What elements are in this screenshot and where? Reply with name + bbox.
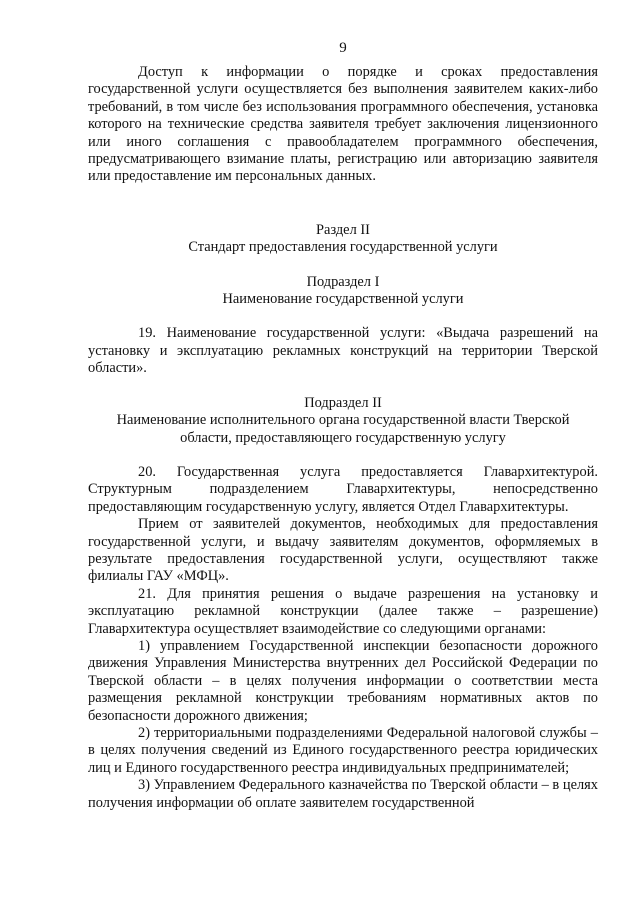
section-label: Раздел II	[316, 221, 370, 238]
spacer	[88, 308, 598, 325]
page-content	[88, 40, 598, 812]
list-item-1: 1) управлением Государственной инспекции безопасности дорожного движения Управления Министерства внутренних дел Российской Федерации по Тверской области – в целях получения информации о соответствии места размещения рекламной конструкции требованиям нормативных актов по безопасности дорожного движения;	[88, 637, 598, 724]
spacer	[88, 186, 598, 222]
paragraph-21: 21. Для принятия решения о выдаче разрешения на установку и эксплуатацию рекламной конструкции (далее также – разрешение) Главархитектура осуществляет взаимодействие со следующими органами:	[88, 585, 598, 637]
spacer	[88, 447, 598, 464]
subsection-2-title-line-1: Наименование исполнительного органа государственной власти Тверской	[116, 412, 570, 429]
paragraph-reception: Прием от заявителей документов, необходимых для предоставления государственной услуги, и выдачу заявителям документов, оформляемых в результате предоставления государственной услуги, осуществляют также филиалы ГАУ «МФЦ».	[88, 516, 598, 585]
section-title: Стандарт предоставления государственной услуги	[188, 239, 498, 256]
subsection-2-title-line-2: области, предоставляющего государственную услугу	[180, 429, 506, 446]
subsection-2-label: Подраздел II	[304, 394, 382, 411]
spacer	[88, 378, 598, 395]
list-item-3: 3) Управлением Федерального казначейства по Тверской области – в целях получения информации об оплате заявителем государственной	[88, 777, 598, 811]
paragraph-20: 20. Государственная услуга предоставляется Главархитектурой. Структурным подразделением Главархитектуры, непосредственно предоставляющим государственную услугу, является Отдел Главархитектуры.	[88, 463, 598, 515]
page-number: 9	[339, 40, 347, 56]
subsection-1-title: Наименование государственной услуги	[222, 291, 464, 308]
paragraph-access-info: Доступ к информации о порядке и сроках предоставления государственной услуги осуществляется без выполнения заявителем каких-либо требований, в том числе без использования программного обеспечения, установка которого на технические средства заявителя требует заключения лицензионного или иного соглашения с правообладателем программного обеспечения, предусматривающего взимание платы, регистрацию или авторизацию заявителя или предоставление им персональных данных.	[88, 64, 598, 185]
list-item-2: 2) территориальными подразделениями Федеральной налоговой службы – в целях получения сведений из Единого государственного реестра юридических лиц и Единого государственного реестра индивидуальных предпринимателей;	[88, 725, 598, 776]
spacer	[88, 257, 598, 274]
subsection-1-label: Подраздел I	[306, 273, 380, 290]
paragraph-19: 19. Наименование государственной услуги: «Выдача разрешений на установку и эксплуатацию рекламных конструкций на территории Тверской области».	[88, 325, 598, 377]
